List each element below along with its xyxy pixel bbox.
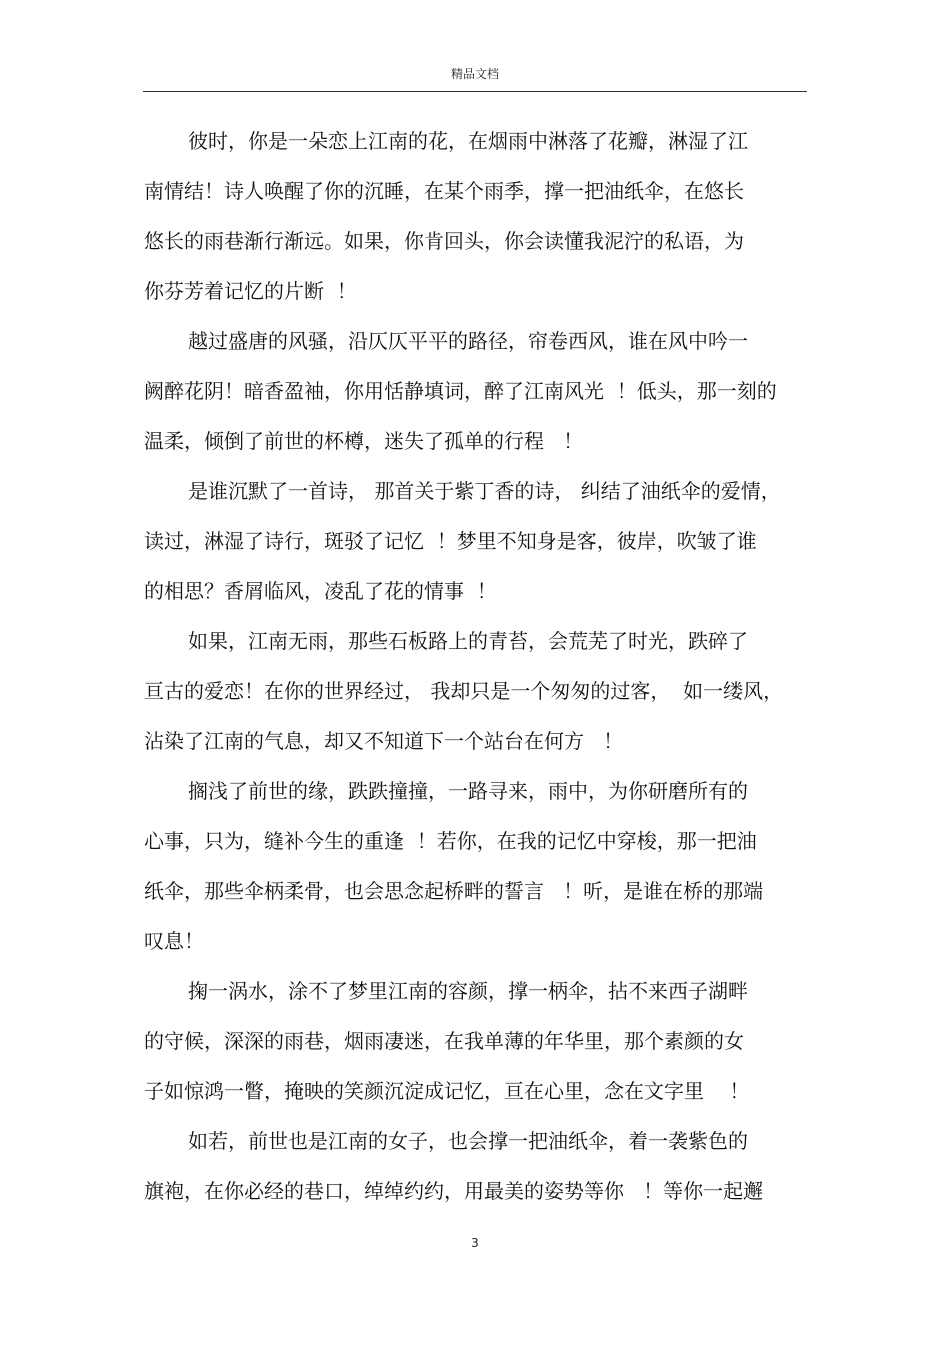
text-line: 温柔，倾倒了前世的杯樽，迷失了孤单的行程 ！: [144, 429, 584, 453]
text-line: 是谁沉默了一首诗， 那首关于紫丁香的诗， 纠结了油纸伞的爱情，: [188, 479, 781, 503]
text-line: 南情结！诗人唤醒了你的沉睡，在某个雨季，撑一把油纸伞，在悠长: [144, 179, 744, 203]
text-line: 沾染了江南的气息，却又不知道下一个站台在何方 ！: [144, 729, 624, 753]
text-line: 子如惊鸿一瞥，掩映的笑颜沉淀成记忆，亘在心里，念在文字里 ！: [144, 1079, 750, 1103]
text-line: 纸伞，那些伞柄柔骨，也会思念起桥畔的誓言 ！听，是谁在桥的那端: [144, 879, 764, 903]
text-line: 如若，前世也是江南的女子，也会撑一把油纸伞，着一袭紫色的: [188, 1129, 748, 1153]
page-header-title: 精品文档: [450, 67, 499, 81]
document-body: [144, 116, 806, 1216]
text-line: 的相思？香屑临风，凌乱了花的情事 ！: [144, 579, 497, 603]
page-number: 3: [471, 1236, 479, 1250]
text-line: 叹息！: [144, 929, 204, 953]
text-line: 彼时，你是一朵恋上江南的花，在烟雨中淋落了花瓣，淋湿了江: [188, 129, 748, 153]
text-line: 旗袍，在你必经的巷口，绰绰约约，用最美的姿势等你 ！等你一起邂: [144, 1179, 764, 1203]
text-line: 亘古的爱恋！在你的世界经过， 我却只是一个匆匆的过客， 如一缕风，: [144, 679, 784, 703]
text-line: 心事，只为，缝补今生的重逢 ！若你，在我的记忆中穿梭，那一把油: [144, 829, 757, 853]
text-line: 的守候，深深的雨巷，烟雨凄迷，在我单薄的年华里，那个素颜的女: [144, 1029, 744, 1053]
text-line: 读过，淋湿了诗行，斑驳了记忆 ！梦里不知身是客，彼岸，吹皱了谁: [144, 529, 757, 553]
text-line: 如果，江南无雨，那些石板路上的青苔，会荒芜了时光，跌碎了: [188, 629, 748, 653]
text-line: 悠长的雨巷渐行渐远。如果，你肯回头，你会读懂我泥泞的私语，为: [144, 229, 744, 253]
text-line: 搁浅了前世的缘，跌跌撞撞，一路寻来，雨中，为你研磨所有的: [188, 779, 748, 803]
text-line: 阙醉花阴！暗香盈袖，你用恬静填词，醉了江南风光 ！低头，那一刻的: [144, 379, 777, 403]
text-line: 你芬芳着记忆的片断 ！: [144, 279, 357, 303]
header-divider: [143, 91, 807, 92]
text-line: 掬一涡水，涂不了梦里江南的容颜，撑一柄伞，拈不来西子湖畔: [188, 979, 748, 1003]
text-line: 越过盛唐的风骚，沿仄仄平平的路径，帘卷西风，谁在风中吟一: [188, 329, 748, 353]
